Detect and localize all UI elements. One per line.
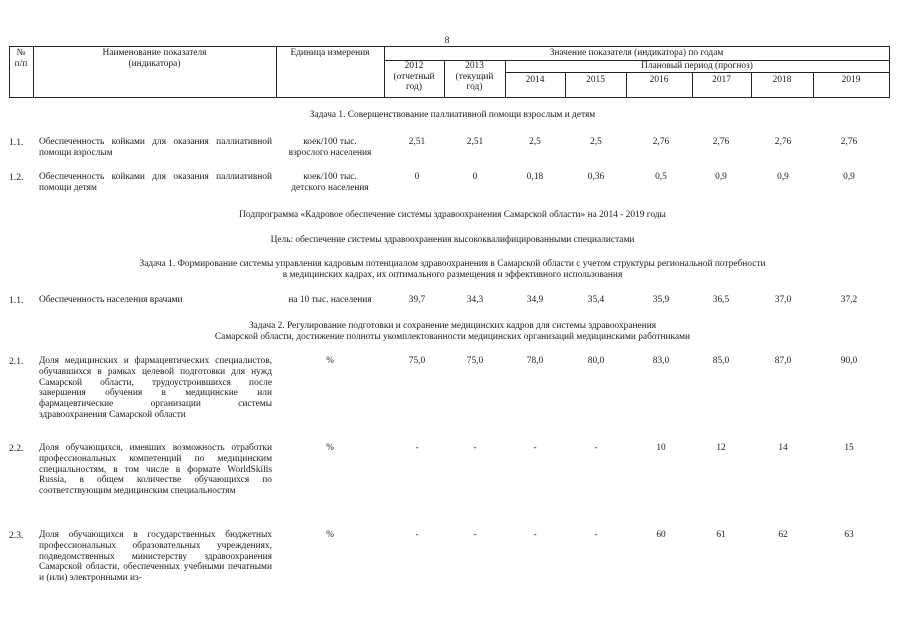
row-number: 2.2. <box>9 443 24 454</box>
header-year-2016: 2016 <box>649 75 669 85</box>
value-2016: 0,5 <box>655 172 667 182</box>
row-indicator-name: Обеспеченность населения врачами <box>39 295 183 305</box>
value-2017: 36,5 <box>712 295 730 305</box>
header-col-values: Значение показателя (индикатора) по годам <box>549 48 724 58</box>
value-2015: 35,4 <box>587 295 605 305</box>
value-2015: - <box>594 443 598 453</box>
value-2019: 37,2 <box>840 295 858 305</box>
header-plan-divider <box>505 72 890 73</box>
row-number: 1.1. <box>9 137 24 148</box>
header-year-2014: 2014 <box>525 75 545 85</box>
value-2014: 78,0 <box>526 356 544 366</box>
table-right-border <box>889 46 890 97</box>
value-2019: 15 <box>844 443 854 453</box>
section-task2-staff: Задача 2. Регулирование подготовки и сохранение медицинских кадров для системы здравоохранения Самарской области, достижение полноты укомплектованности медицинских организаций медицинскими работниками <box>214 321 691 342</box>
row-unit: коек/100 тыс. детского населения <box>291 172 369 193</box>
page-number: 8 <box>444 35 450 46</box>
value-2015: 2,5 <box>590 137 602 147</box>
row-unit: коек/100 тыс. взрослого населения <box>288 137 372 158</box>
value-2012: 75,0 <box>408 356 426 366</box>
value-2019: 63 <box>844 530 854 540</box>
header-col-2013: 2013 (текущий год) <box>455 61 494 92</box>
value-2013: 0 <box>472 172 478 182</box>
value-2016: 35,9 <box>652 295 670 305</box>
value-2018: 62 <box>778 530 788 540</box>
section-task1-staff: Задача 1. Формирование системы управления кадровым потенциалом здравоохранения в Самарской области с учетом структуры региональной потребности в медицинских кадрах, их оптимального размещения и эффективного использования <box>139 259 766 280</box>
value-2019: 0,9 <box>843 172 855 182</box>
value-2012: - <box>415 443 419 453</box>
row-number: 1.1. <box>9 295 24 306</box>
table-top-border <box>9 46 890 47</box>
value-2013: 2,51 <box>466 137 484 147</box>
header-year-2017: 2017 <box>712 75 731 85</box>
value-2013: 34,3 <box>466 295 484 305</box>
value-2014: - <box>533 443 537 453</box>
value-2017: 2,76 <box>712 137 730 147</box>
value-2016: 83,0 <box>652 356 670 366</box>
value-2015: 80,0 <box>587 356 605 366</box>
row-indicator-name: Доля медицинских и фармацевтических специалистов, обучавшихся в рамках целевой подготовки для нужд Самарской области, трудоустроившихся после завершения обучения в медицинские или фармацевтические организации системы здравоохранения Самарской области <box>39 356 272 420</box>
value-2018: 87,0 <box>774 356 792 366</box>
value-2013: 75,0 <box>466 356 484 366</box>
value-2017: 12 <box>716 443 726 453</box>
section-subprogram: Подпрограмма «Кадровое обеспечение системы здравоохранения Самарской области» на 2014 - 2019 годы <box>239 210 666 220</box>
value-2013: - <box>473 443 477 453</box>
header-col-2012: 2012 (отчетный год) <box>393 61 435 92</box>
row-indicator-name: Обеспеченность койками для оказания паллиативной помощи детям <box>39 172 272 193</box>
value-2018: 2,76 <box>774 137 792 147</box>
header-year-2015: 2015 <box>586 75 605 85</box>
value-2019: 2,76 <box>840 137 858 147</box>
row-unit: % <box>326 356 334 366</box>
header-col-plan: Плановый период (прогноз) <box>641 61 753 71</box>
header-bottom-border <box>9 97 890 98</box>
row-indicator-name: Доля обучающихся в государственных бюджетных профессиональных образовательных учреждениях, подведомственных министерству здравоохранения Самарской области, обеспеченных учебными печатными и (или) электронными из- <box>39 530 272 584</box>
header-col-name: Наименование показателя (индикатора) <box>102 48 207 69</box>
value-2016: 2,76 <box>652 137 670 147</box>
section-goal: Цель: обеспечение системы здравоохранения высококвалифицированными специалистами <box>270 235 635 245</box>
value-2012: 2,51 <box>408 137 426 147</box>
value-2017: 61 <box>716 530 726 540</box>
value-2018: 37,0 <box>774 295 792 305</box>
value-2019: 90,0 <box>840 356 858 366</box>
value-2014: - <box>533 530 537 540</box>
value-2015: - <box>594 530 598 540</box>
value-2017: 0,9 <box>715 172 727 182</box>
section-task1-palliative: Задача 1. Совершенствование паллиативной помощи взрослым и детям <box>309 110 596 120</box>
row-indicator-name: Доля обучающихся, имевших возможность отработки профессиональных компетенций по медицинским специальностям, в том числе в формате WorldSkills Russia, в общем количестве обучающихся по соответствующим медицинским специальностям <box>39 443 272 497</box>
value-2018: 14 <box>778 443 788 453</box>
value-2014: 0,18 <box>526 172 544 182</box>
row-indicator-name: Обеспеченность койками для оказания паллиативной помощи взрослым <box>39 137 272 158</box>
row-number: 2.1. <box>9 356 24 367</box>
row-number: 2.3. <box>9 530 24 541</box>
row-unit: на 10 тыс. населения <box>288 295 372 305</box>
value-2014: 34,9 <box>526 295 544 305</box>
header-year-2018: 2018 <box>772 75 792 85</box>
value-2012: - <box>415 530 419 540</box>
value-2014: 2,5 <box>529 137 541 147</box>
row-unit: % <box>326 530 334 540</box>
value-2012: 0 <box>414 172 420 182</box>
value-2016: 60 <box>656 530 666 540</box>
value-2016: 10 <box>656 443 666 453</box>
value-2012: 39,7 <box>408 295 426 305</box>
header-year-2019: 2019 <box>841 75 861 85</box>
value-2018: 0,9 <box>777 172 789 182</box>
value-2013: - <box>473 530 477 540</box>
row-unit: % <box>326 443 334 453</box>
row-number: 1.2. <box>9 172 24 183</box>
header-col-unit: Единица измерения <box>290 48 370 58</box>
header-col-num: № п/п <box>14 48 28 69</box>
value-2015: 0,36 <box>587 172 605 182</box>
value-2017: 85,0 <box>712 356 730 366</box>
